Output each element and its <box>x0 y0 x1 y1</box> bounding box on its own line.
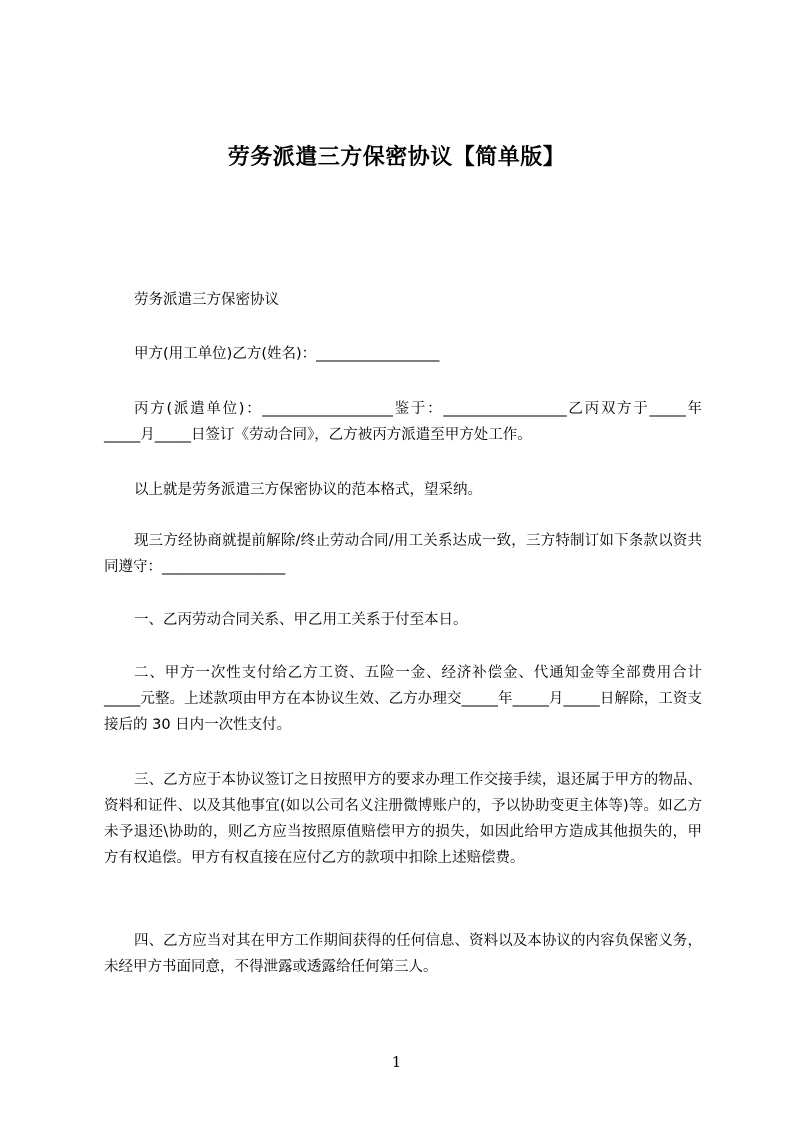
paragraph-party-c: 丙方(派遣单位)：__________________鉴于：_________________乙丙双方于_____年_____月_____日签订《劳动合同》，乙方被丙方派遣至甲方处工作。 <box>104 401 702 443</box>
document-title: 劳务派遣三方保密协议【简单版】 <box>227 145 566 170</box>
clause-2: 二、甲方一次性支付给乙方工资、五险一金、经济补偿金、代通知金等全部费用合计_____元整。上述款项由甲方在本协议生效、乙方办理交_____年_____月_____日解除，工资支接后的 30 日内一次性支付。 <box>104 665 702 733</box>
paragraph-parties-a-b: 甲方(用工单位)乙方(姓名)：_________________ <box>134 346 440 362</box>
clause-1: 一、乙丙劳动合同关系、甲乙用工关系于付至本日。 <box>134 612 468 628</box>
clause-3: 三、乙方应于本协议签订之日按照甲方的要求办理工作交接手续，退还属于甲方的物品、资料和证件、以及其他事宜(如以公司名义注册微博账户的，予以协助变更主体等)等。如乙方未予退还\协助的，则乙方应当按照原值赔偿甲方的损失，如因此给甲方造成其他损失的，甲方有权追偿。甲方有权直接在应付乙方的款项中扣除上述赔偿费。 <box>104 772 702 866</box>
paragraph-heading: 劳务派遣三方保密协议 <box>134 292 279 308</box>
clause-4: 四、乙方应当对其在甲方工作期间获得的任何信息、资料以及本协议的内容负保密义务，未经甲方书面同意，不得泄露或透露给任何第三人。 <box>104 933 702 975</box>
page-number: 1 <box>391 1053 402 1071</box>
paragraph-note: 以上就是劳务派遣三方保密协议的范本格式，望采纳。 <box>134 482 482 498</box>
paragraph-preamble: 现三方经协商就提前解除/终止劳动合同/用工关系达成一致，三方特制订如下条款以资共同遵守：_________________ <box>104 533 702 575</box>
